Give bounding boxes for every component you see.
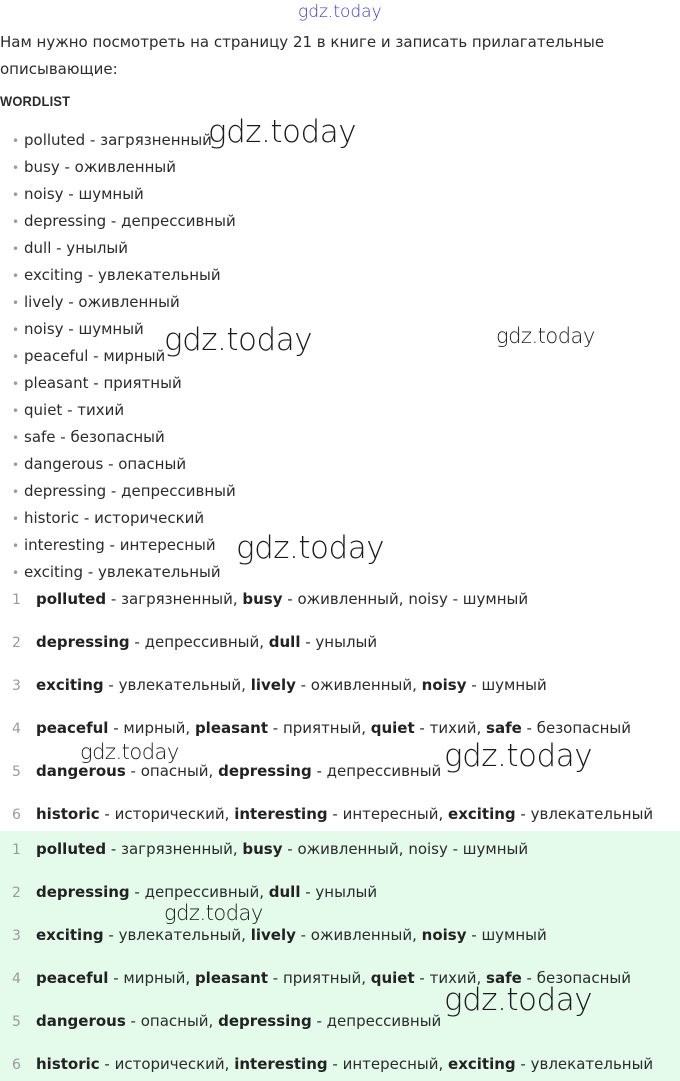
answer-english-word: safe <box>486 969 522 987</box>
wordlist-item-text: polluted - загрязненный <box>24 131 212 149</box>
wordlist-item <box>0 478 236 505</box>
answer-number: 1 <box>12 842 21 858</box>
answer-translation: - загрязненный, <box>106 590 243 608</box>
bullet-icon: • <box>12 161 20 175</box>
bullet-icon: • <box>12 134 20 148</box>
answer-english-word: noisy <box>421 676 467 694</box>
wordlist-item <box>0 235 236 262</box>
answer-translation: - шумный <box>466 676 547 694</box>
answer-english-word: noisy <box>421 926 467 944</box>
bullet-icon: • <box>12 377 20 391</box>
bullet-icon: • <box>12 485 20 499</box>
watermark: gdz.today <box>208 114 357 150</box>
answer-english-word: safe <box>486 719 522 737</box>
answer-translation: - депрессивный <box>311 1012 442 1030</box>
answer-english-word: depressing <box>218 1012 312 1030</box>
answer-translation: - мирный, <box>108 969 195 987</box>
answer-translation: - шумный <box>447 590 529 608</box>
answer-translation: - оживленный, <box>295 676 422 694</box>
answer-english-word: quiet <box>370 969 415 987</box>
wordlist-item <box>0 289 236 316</box>
watermark: gdz.today <box>444 982 593 1018</box>
wordlist-item <box>0 424 236 451</box>
watermark: gdz.today <box>80 740 179 764</box>
wordlist-item <box>0 559 236 586</box>
bullet-icon: • <box>12 188 20 202</box>
answers-block <box>0 586 680 844</box>
answer-translation: - интересный, <box>327 1055 449 1073</box>
bullet-icon: • <box>12 350 20 364</box>
answer-translation: - депрессивный, <box>129 883 269 901</box>
wordlist-item <box>0 532 236 559</box>
answer-translation: - шумный <box>466 926 547 944</box>
answer-english-word: exciting <box>36 926 104 944</box>
answer-translation: - опасный, <box>125 1012 219 1030</box>
watermark-top: gdz.today <box>298 2 382 22</box>
bullet-icon: • <box>12 215 20 229</box>
answer-translation: - исторический, <box>99 805 235 823</box>
answer-english-word: noisy <box>408 590 448 608</box>
wordlist-item-text: dangerous - опасный <box>24 455 187 473</box>
answer-english-word: quiet <box>370 719 415 737</box>
answer-number: 4 <box>12 971 21 987</box>
answer-translation: - увлекательный <box>515 1055 654 1073</box>
bullet-icon: • <box>12 269 20 283</box>
wordlist-item-text: dull - унылый <box>24 239 129 257</box>
wordlist-item <box>0 505 236 532</box>
answer-translation: - увлекательный, <box>103 926 251 944</box>
answer-translation: - увлекательный <box>515 805 654 823</box>
answer-english-word: dull <box>268 633 301 651</box>
answer-number: 4 <box>12 721 21 737</box>
bullet-icon: • <box>12 512 20 526</box>
wordlist-item-text: lively - оживленный <box>24 293 180 311</box>
answer-translation: - оживленный, <box>295 926 422 944</box>
watermark: gdz.today <box>236 530 385 566</box>
answer-translation: - увлекательный, <box>103 676 251 694</box>
wordlist-item-text: noisy - шумный <box>24 185 144 203</box>
answer-translation: - интересный, <box>327 805 449 823</box>
answer-english-word: exciting <box>448 1055 516 1073</box>
answer-row <box>0 629 680 672</box>
answer-translation: - депрессивный <box>311 762 442 780</box>
wordlist-item-text: interesting - интересный <box>24 536 216 554</box>
watermark: gdz.today <box>164 901 263 925</box>
answer-translation: - тихий, <box>414 719 487 737</box>
answer-translation: - оживленный, <box>282 590 409 608</box>
answer-translation: - оживленный, <box>282 840 409 858</box>
answer-english-word: busy <box>242 590 283 608</box>
wordlist-item-text: noisy - шумный <box>24 320 144 338</box>
answer-number: 6 <box>12 807 21 823</box>
wordlist-heading: WORDLIST <box>0 93 71 109</box>
answer-english-word: dangerous <box>36 762 126 780</box>
answer-translation: - приятный, <box>268 719 371 737</box>
answer-english-word: depressing <box>218 762 312 780</box>
wordlist-item-text: peaceful - мирный <box>24 347 166 365</box>
bullet-icon: • <box>12 458 20 472</box>
answer-translation: - безопасный <box>521 969 631 987</box>
answer-english-word: historic <box>36 805 100 823</box>
wordlist-item <box>0 397 236 424</box>
answer-translation: - исторический, <box>99 1055 235 1073</box>
answers-block-highlighted <box>0 831 680 1081</box>
bullet-icon: • <box>12 539 20 553</box>
answer-translation: - тихий, <box>414 969 487 987</box>
answer-english-word: peaceful <box>36 719 109 737</box>
answer-english-word: historic <box>36 1055 100 1073</box>
answer-number: 6 <box>12 1057 21 1073</box>
answer-translation: - приятный, <box>268 969 371 987</box>
answer-english-word: exciting <box>36 676 104 694</box>
bullet-icon: • <box>12 242 20 256</box>
wordlist-item-text: historic - исторический <box>24 509 205 527</box>
answer-english-word: dangerous <box>36 1012 126 1030</box>
answer-english-word: lively <box>250 926 296 944</box>
answer-row <box>0 1051 653 1081</box>
bullet-icon: • <box>12 404 20 418</box>
answer-english-word: interesting <box>234 1055 328 1073</box>
wordlist-item-text: depressing - депрессивный <box>24 482 236 500</box>
wordlist-item-text: exciting - увлекательный <box>24 266 221 284</box>
bullet-icon: • <box>12 296 20 310</box>
wordlist-item-text: busy - оживленный <box>24 158 176 176</box>
answer-english-word: depressing <box>36 883 130 901</box>
answer-row <box>0 879 653 922</box>
answer-row <box>0 672 680 715</box>
wordlist-item-text: depressing - депрессивный <box>24 212 236 230</box>
answer-number: 1 <box>12 592 21 608</box>
wordlist-item <box>0 127 236 154</box>
wordlist-item-text: exciting - увлекательный <box>24 563 221 581</box>
answer-translation: - унылый <box>300 633 378 651</box>
answer-number: 3 <box>12 678 21 694</box>
watermark: gdz.today <box>164 322 313 358</box>
answer-translation: - депрессивный, <box>129 633 269 651</box>
answer-translation: - безопасный <box>521 719 631 737</box>
answer-translation: - мирный, <box>108 719 195 737</box>
answer-number: 2 <box>12 635 21 651</box>
answer-english-word: pleasant <box>194 719 269 737</box>
answer-english-word: depressing <box>36 633 130 651</box>
wordlist-item <box>0 370 236 397</box>
wordlist-item <box>0 451 236 478</box>
answer-number: 3 <box>12 928 21 944</box>
answer-translation: - унылый <box>300 883 378 901</box>
intro-text: Нам нужно посмотреть на страницу 21 в книге и записать прилагательные описывающие: <box>0 33 605 78</box>
answer-english-word: lively <box>250 676 296 694</box>
answer-english-word: busy <box>242 840 283 858</box>
answer-english-word: noisy <box>408 840 448 858</box>
answer-row <box>0 922 653 965</box>
wordlist-item <box>0 208 236 235</box>
answer-row <box>0 586 680 629</box>
wordlist-item-text: pleasant - приятный <box>24 374 182 392</box>
answer-number: 5 <box>12 1014 21 1030</box>
wordlist-item-text: safe - безопасный <box>24 428 165 446</box>
answer-english-word: dull <box>268 883 301 901</box>
bullet-icon: • <box>12 323 20 337</box>
answer-number: 2 <box>12 885 21 901</box>
answer-english-word: polluted <box>36 840 107 858</box>
answer-english-word: exciting <box>448 805 516 823</box>
answer-english-word: polluted <box>36 590 107 608</box>
wordlist-item <box>0 154 236 181</box>
answer-number: 5 <box>12 764 21 780</box>
answer-english-word: interesting <box>234 805 328 823</box>
answer-translation: - шумный <box>447 840 529 858</box>
watermark: gdz.today <box>496 324 595 348</box>
wordlist-item <box>0 262 236 289</box>
answer-row <box>0 836 653 879</box>
bullet-icon: • <box>12 431 20 445</box>
answer-translation: - опасный, <box>125 762 219 780</box>
bullet-icon: • <box>12 566 20 580</box>
answer-translation: - загрязненный, <box>106 840 243 858</box>
answer-english-word: peaceful <box>36 969 109 987</box>
answer-english-word: pleasant <box>194 969 269 987</box>
watermark: gdz.today <box>444 738 593 774</box>
wordlist-item <box>0 181 236 208</box>
wordlist-item-text: quiet - тихий <box>24 401 125 419</box>
